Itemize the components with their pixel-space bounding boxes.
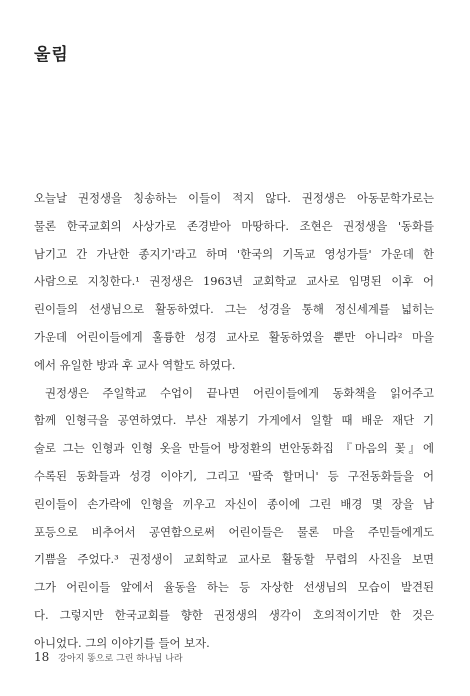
- text-line: 다. 그렇지만 한국교회를 향한 권정생의 생각이 호의적이기만 한 것은: [34, 607, 434, 622]
- paragraph-2: [34, 380, 434, 658]
- text-line: 함께 인형극을 공연하였다. 부산 재봉기 가게에서 일할 때 배운 재단 기: [34, 413, 434, 428]
- text-line: 권정생은 주일학교 수업이 끝나면 어린이들에게 동화책을 읽어주고: [45, 385, 434, 400]
- text-line: 남기고 간 가난한 종지기'라고 하며 '한국의 기독교 영성가들' 가운데 한: [34, 246, 434, 261]
- text-line: 가운데 어린이들에게 훌륭한 성경 교사로 활동하였을 뿐만 아니라² 마을: [34, 329, 434, 344]
- text-line: 아니었다. 그의 이야기를 들어 보자.: [34, 635, 210, 650]
- text-line: 술로 그는 인형과 인형 옷을 만들어 방정환의 번안동화집 『마음의 꽃』에: [34, 441, 434, 456]
- text-line: 포등으로 비추어서 공연함으로써 어린이들은 물론 마을 주민들에게도: [34, 524, 434, 539]
- text-line: 수록된 동화들과 성경 이야기, 그리고 '팔죽 할머니' 등 구전동화들을 어: [34, 468, 434, 483]
- text-line: 에서 유일한 방과 후 교사 역할도 하였다.: [34, 357, 236, 372]
- text-line: 린이들의 선생님으로 활동하였다. 그는 성경을 통해 정신세계를 넓히는: [34, 302, 434, 317]
- page-number: 18: [34, 650, 50, 664]
- text-line: 물론 한국교회의 사상가로 존경받아 마땅하다. 조현은 권정생을 '동화를: [34, 218, 434, 233]
- paragraph-1: [34, 185, 434, 380]
- text-line: 기쁨을 주었다.³ 권정생이 교회학교 교사로 활동할 무렵의 사진을 보면: [34, 552, 434, 567]
- text-line: 그가 어린이들 앞에서 율동을 하는 등 자상한 선생님의 모습이 발견된: [34, 580, 434, 595]
- body-text: [34, 185, 434, 658]
- text-line: 오늘날 권정생을 칭송하는 이들이 적지 않다. 권정생은 아동문학가로는: [34, 191, 434, 205]
- text-line: 사람으로 지칭한다.¹ 권정생은 1963년 교회학교 교사로 임명된 이후 어: [34, 274, 434, 289]
- running-title: 강아지 똥으로 그린 하나님 나라: [58, 654, 183, 664]
- chapter-title: 울림: [34, 45, 69, 65]
- text-line: 린이들이 손가락에 인형을 끼우고 자신이 종이에 그린 배경 몇 장을 남: [34, 496, 434, 511]
- page-footer: [34, 650, 183, 664]
